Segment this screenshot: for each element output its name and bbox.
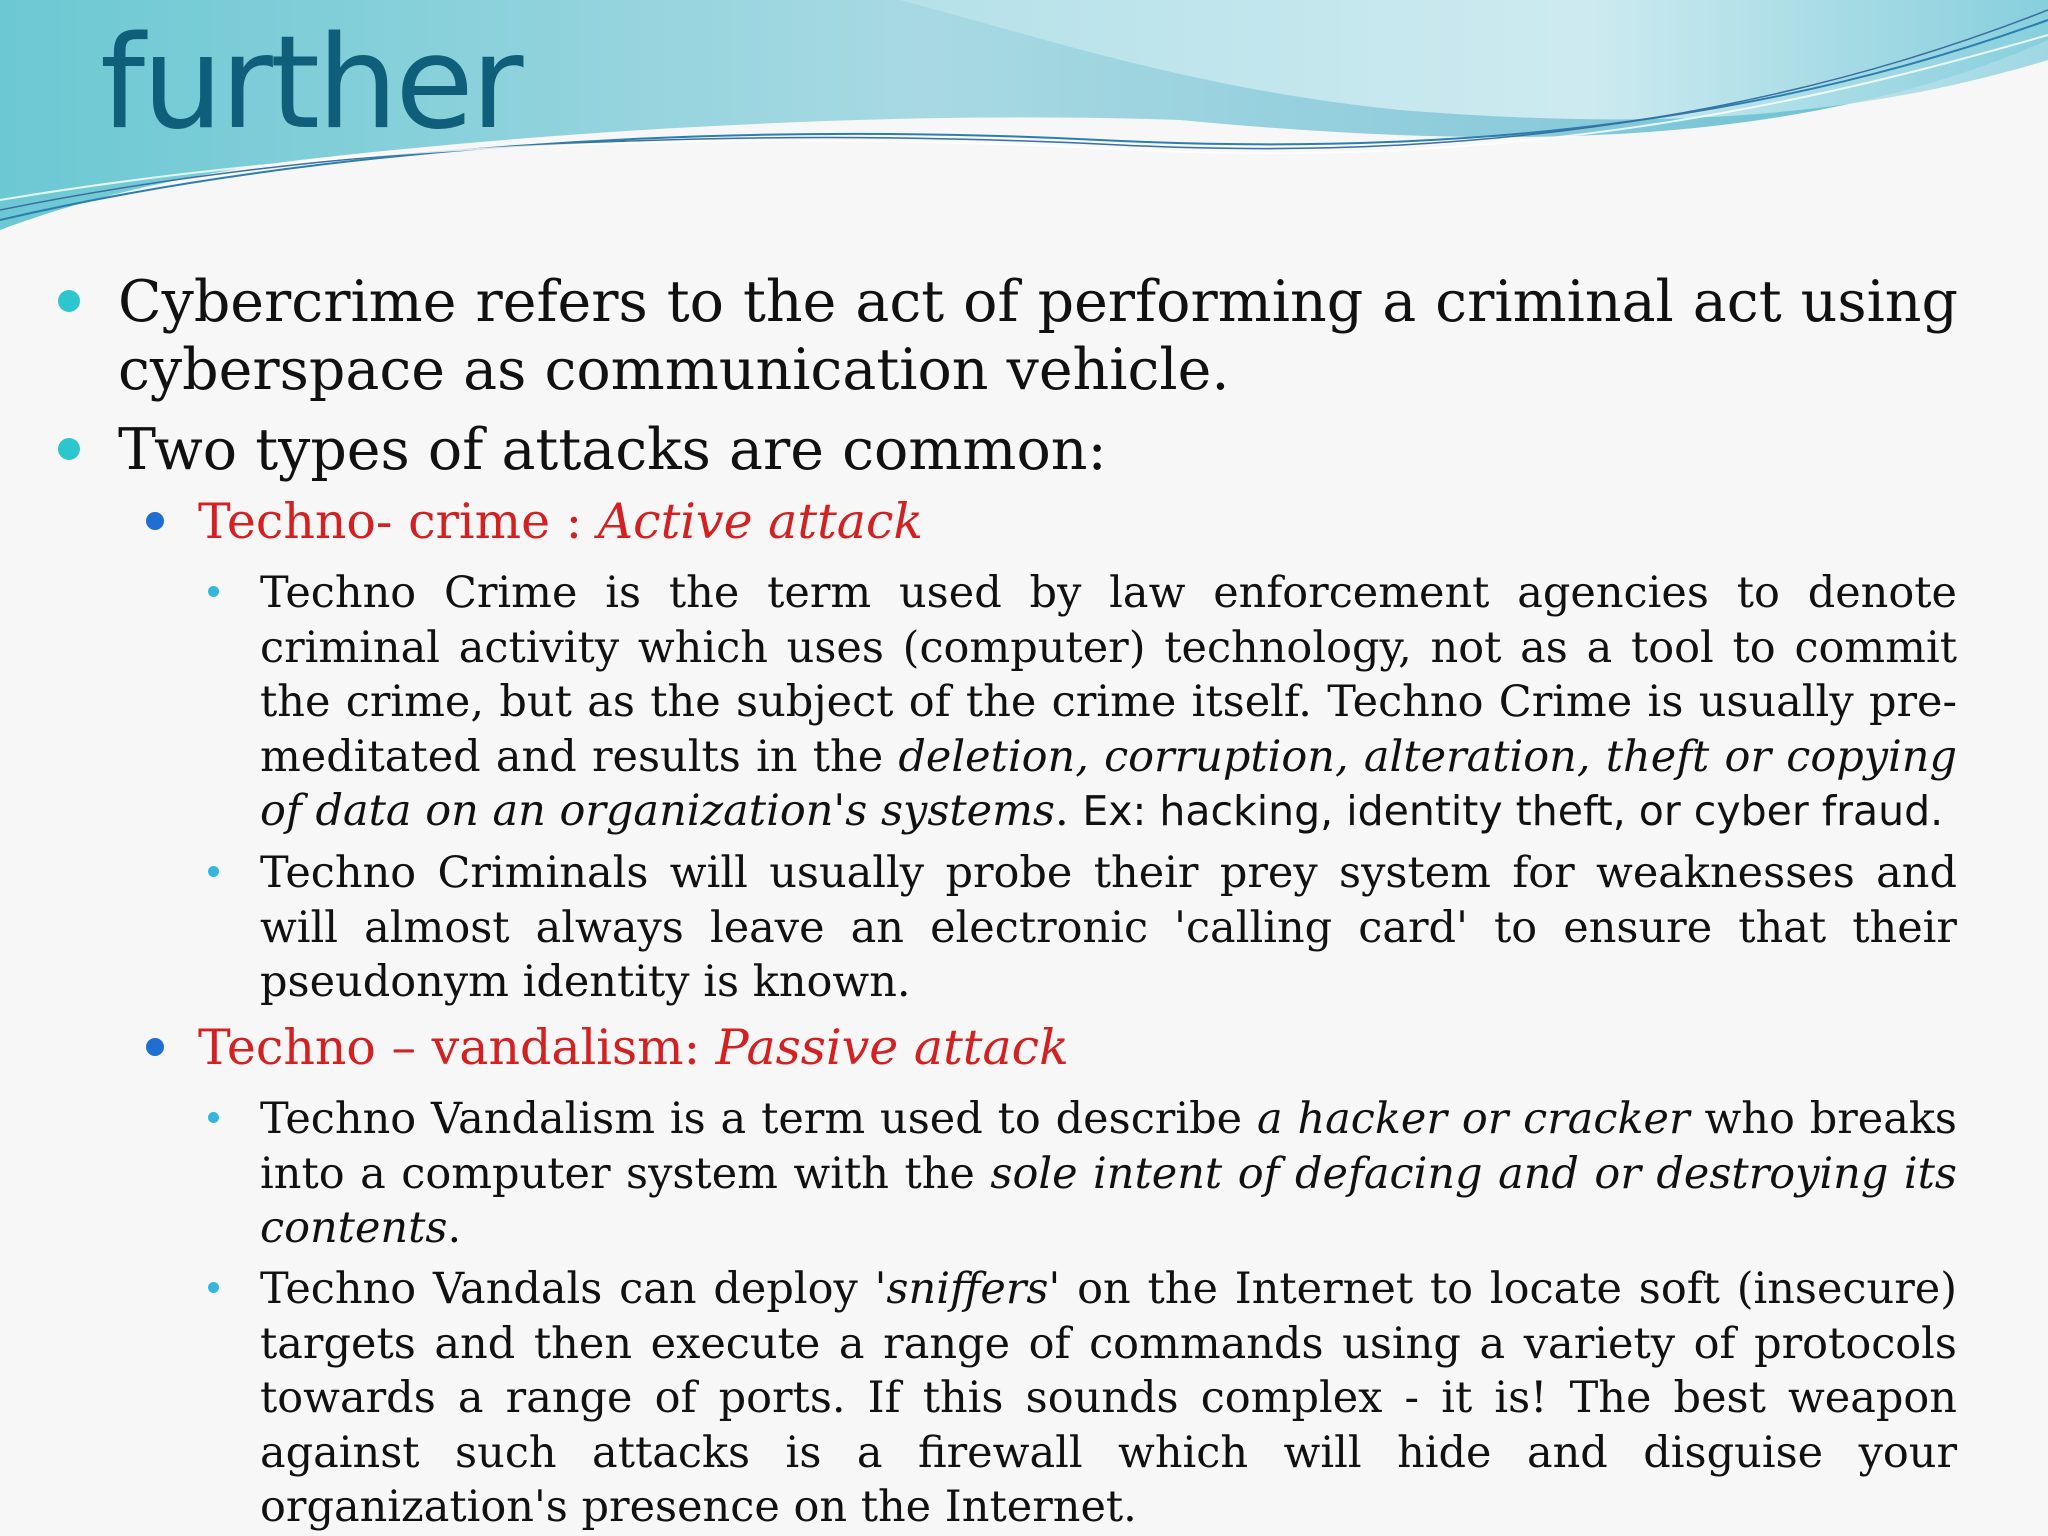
bullet-attack-types <box>118 416 1958 484</box>
point-text: Techno Crime is the term used by law enforcement agencies to denote criminal activity which uses (computer) technology, not as a tool to commit the crime, but as the subject of the crime itself. Techno Crime is usually pre-meditated and results in the <box>260 568 1957 782</box>
point-text: Techno Criminals will usually probe their prey system for weaknesses and will almost always leave an electronic 'calling card' to ensure that their pseudonym identity is known. <box>260 848 1957 1007</box>
point-text: . <box>447 1203 462 1253</box>
point-text-after: . <box>1054 786 1083 836</box>
bullet-text: Two types of attacks are common: <box>118 417 1107 483</box>
attack-kind: Passive attack <box>715 1019 1069 1076</box>
attack-name: Techno- crime : <box>198 493 598 550</box>
attack-kind: Active attack <box>597 493 924 550</box>
point-example: Ex: hacking, identity theft, or cyber fraud. <box>1082 787 1944 835</box>
bullet-dot-icon <box>58 438 80 460</box>
point-techno-vandals <box>260 1262 1957 1535</box>
point-emphasis: sole intent of defacing and or destroying its contents <box>260 1148 1958 1253</box>
bullet-dot-icon <box>58 290 80 312</box>
subheading-techno-crime <box>198 492 1958 552</box>
point-techno-vandalism-definition <box>260 1092 1957 1256</box>
bullet-dot-icon <box>146 1038 164 1056</box>
point-text: Techno Vandalism is a term used to describe <box>260 1094 1257 1144</box>
bullet-text: Cybercrime refers to the act of performing a criminal act using cyberspace as communication vehicle. <box>118 269 1958 403</box>
point-text: on the Internet to locate soft (insecure) targets and then execute a range of commands using a variety of protocols towards a range of ports. If this sounds complex - it is! The best weapon against such attacks is a firewall which will hide and disguise your organization's presence on the Internet. <box>260 1264 1957 1532</box>
slide-title: further <box>100 9 521 158</box>
point-text: Techno Vandals can deploy <box>260 1264 875 1314</box>
bullet-dot-icon <box>208 866 219 877</box>
bullet-dot-icon <box>208 586 219 597</box>
point-emphasis: 'sniffers' <box>874 1264 1061 1314</box>
point-techno-crime-definition <box>260 566 1957 839</box>
bullet-dot-icon <box>208 1282 219 1293</box>
point-techno-criminals <box>260 846 1957 1010</box>
bullet-dot-icon <box>146 512 164 530</box>
bullet-dot-icon <box>208 1112 219 1123</box>
subheading-techno-vandalism <box>198 1018 1958 1078</box>
point-text: who breaks into a computer system with the <box>260 1094 1957 1199</box>
bullet-cybercrime-definition <box>118 268 1958 404</box>
point-emphasis: deletion, corruption, alteration, theft or copying of data on an organization's systems <box>260 731 1957 836</box>
attack-name: Techno – vandalism: <box>198 1019 716 1076</box>
point-emphasis: a hacker or cracker <box>1256 1094 1690 1144</box>
